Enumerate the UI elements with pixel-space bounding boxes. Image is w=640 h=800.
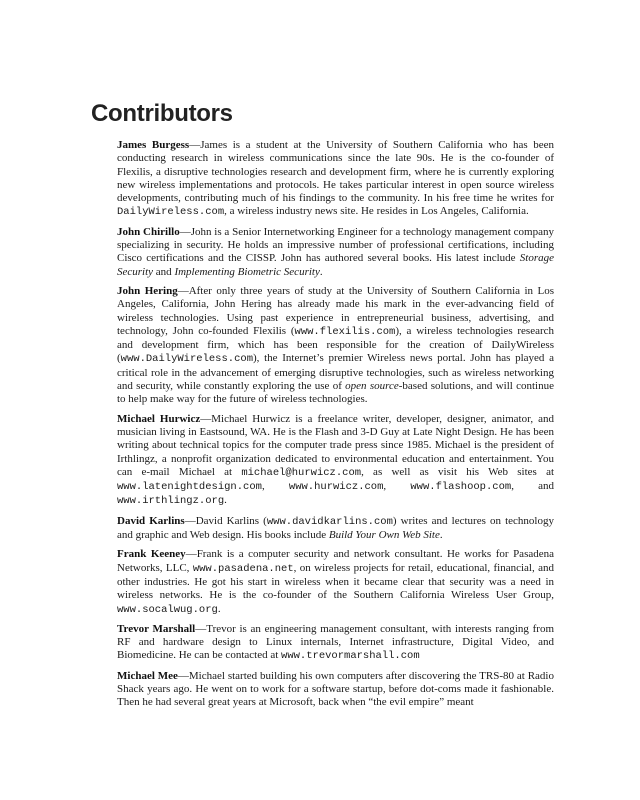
- bio-text: —John is a Senior Internetworking Engineer for a technology management company specializing in security. He holds an impressive number of professional certifications, including Cisco certifications and the CISSP. John has authored several books. His latest include: [117, 225, 554, 265]
- web-address: www.latenightdesign.com: [117, 481, 262, 494]
- contributor-name: Trevor Marshall: [117, 622, 196, 635]
- web-address: www.DailyWireless.com: [120, 353, 253, 366]
- web-address: www.pasadena.net: [192, 562, 294, 575]
- contributor-name: David Karlins: [117, 514, 185, 527]
- contributor-name: Michael Hurwicz: [117, 412, 201, 425]
- bio-text: —Trevor is an engineering management consultant, with interests ranging from RF and hardware design to Linux internals, Internet infrastructure, Digital Video, and Biomedicine. He can be contacted at: [117, 622, 555, 662]
- contributor-name: John Chirillo: [117, 225, 180, 238]
- web-address: www.davidkarlins.com: [266, 515, 393, 528]
- bio-text: -based solutions, and will continue to help make way for the future of wireless technologies.: [117, 380, 554, 406]
- contributor-entry: [117, 548, 554, 616]
- contributor-entry: [117, 285, 554, 407]
- bio-text: .: [439, 529, 443, 542]
- contributor-name: Michael Mee: [117, 669, 178, 682]
- web-address: www.hurwicz.com: [288, 481, 384, 494]
- bio-text: and: [153, 265, 175, 278]
- bio-text: .: [319, 265, 323, 278]
- bio-text: —Michael Hurwicz is a freelance writer, developer, designer, animator, and musician living in Eastsound, WA. He is the Flash and 3-D Guy at Late Night Design. He has been writing about technical topics for the computer trade press since 1985. Michael is the president of Irthlingz, a nonprofit organization dedicated to environmental education and entertainment. You can e-mail Michael at: [117, 412, 554, 478]
- web-address: www.irthlingz.org: [117, 495, 225, 508]
- bio-text: , a wireless industry news site. He resides in Los Angeles, California.: [224, 205, 529, 218]
- web-address: www.socalwug.org: [117, 603, 218, 616]
- contributor-entry: [117, 139, 554, 220]
- web-address: DailyWireless.com: [117, 206, 225, 219]
- contributor-entry: [117, 226, 554, 279]
- bio-text: —After only three years of study at the University of Southern California in Los Angeles, California, John Hering has already made his mark in the ever-advancing field of wireless technologies. Using past experience in entrepreneurial business, advertising, and technology, John co-founded Flexilis (: [117, 284, 555, 337]
- web-address: www.flexilis.com: [294, 325, 396, 338]
- contributor-entry: [117, 515, 554, 543]
- bio-text: —Michael started building his own computers after discovering the TRS-80 at Radio Shack years ago. He went on to work for a software startup, before dot-coms made it fashionable. Then he had several great years at Microsoft, back when “the evil empire” meant: [117, 669, 554, 709]
- bio-text: —Frank is a computer security and network consultant. He works for Pasadena Networks, LLC,: [117, 548, 554, 574]
- web-address: michael@hurwicz.com: [241, 466, 362, 479]
- bio-text: ,: [383, 480, 411, 493]
- bio-text: , as well as visit his Web sites at: [361, 465, 555, 478]
- bio-text: —James is a student at the University of Southern California who has been conducting research in wireless communications since the late 90s. He is the co-founder of Flexilis, a disruptive technologies research and development firm, where he is currently exploring new wireless implementations and protocols. He takes particular interest in open source wireless developments, contributing much of his findings to the community. In his free time he writes for: [117, 139, 555, 205]
- contributor-name: James Burgess: [117, 139, 190, 151]
- bio-text: ), the Internet’s premier Wireless news portal. John has played a critical role in the advancement of emerging disruptive technologies, such as wireless networking and security, while constantly exploring the use of: [117, 352, 554, 393]
- italic-title: Build Your Own Web Site: [328, 529, 440, 542]
- bio-text: , and: [511, 480, 555, 493]
- bio-text: .: [217, 602, 221, 615]
- page-title: Contributors: [91, 100, 233, 127]
- bio-text: ) writes and lectures on technology and graphic and Web design. His books include: [117, 514, 554, 542]
- web-address: www.flashoop.com: [410, 481, 512, 494]
- contributor-name: Frank Keeney: [117, 548, 186, 561]
- contributor-entry: [117, 623, 554, 664]
- bio-text: ,: [261, 480, 289, 493]
- bio-text: , on wireless projects for retail, educational, financial, and other industries. He got his start in wireless when it became clear that security was a need in wireless networks. He is the co-founder of the Southern California Wireless User Group,: [117, 561, 555, 602]
- contributor-name: John Hering: [117, 284, 178, 297]
- web-address: www.trevormarshall.com: [281, 650, 420, 663]
- contributor-list: [117, 139, 554, 716]
- bio-text: —David Karlins (: [184, 514, 267, 527]
- italic-title: Storage Security: [117, 252, 554, 278]
- italic-title: open source: [345, 380, 399, 393]
- bio-text: .: [224, 494, 227, 507]
- italic-title: Implementing Biometric Security: [174, 265, 320, 278]
- contributor-entry: [117, 413, 554, 509]
- bio-text: ), a wireless technologies research and development firm, which has been responsible for the creation of DailyWireless (: [117, 324, 555, 365]
- contributor-entry: [117, 670, 554, 710]
